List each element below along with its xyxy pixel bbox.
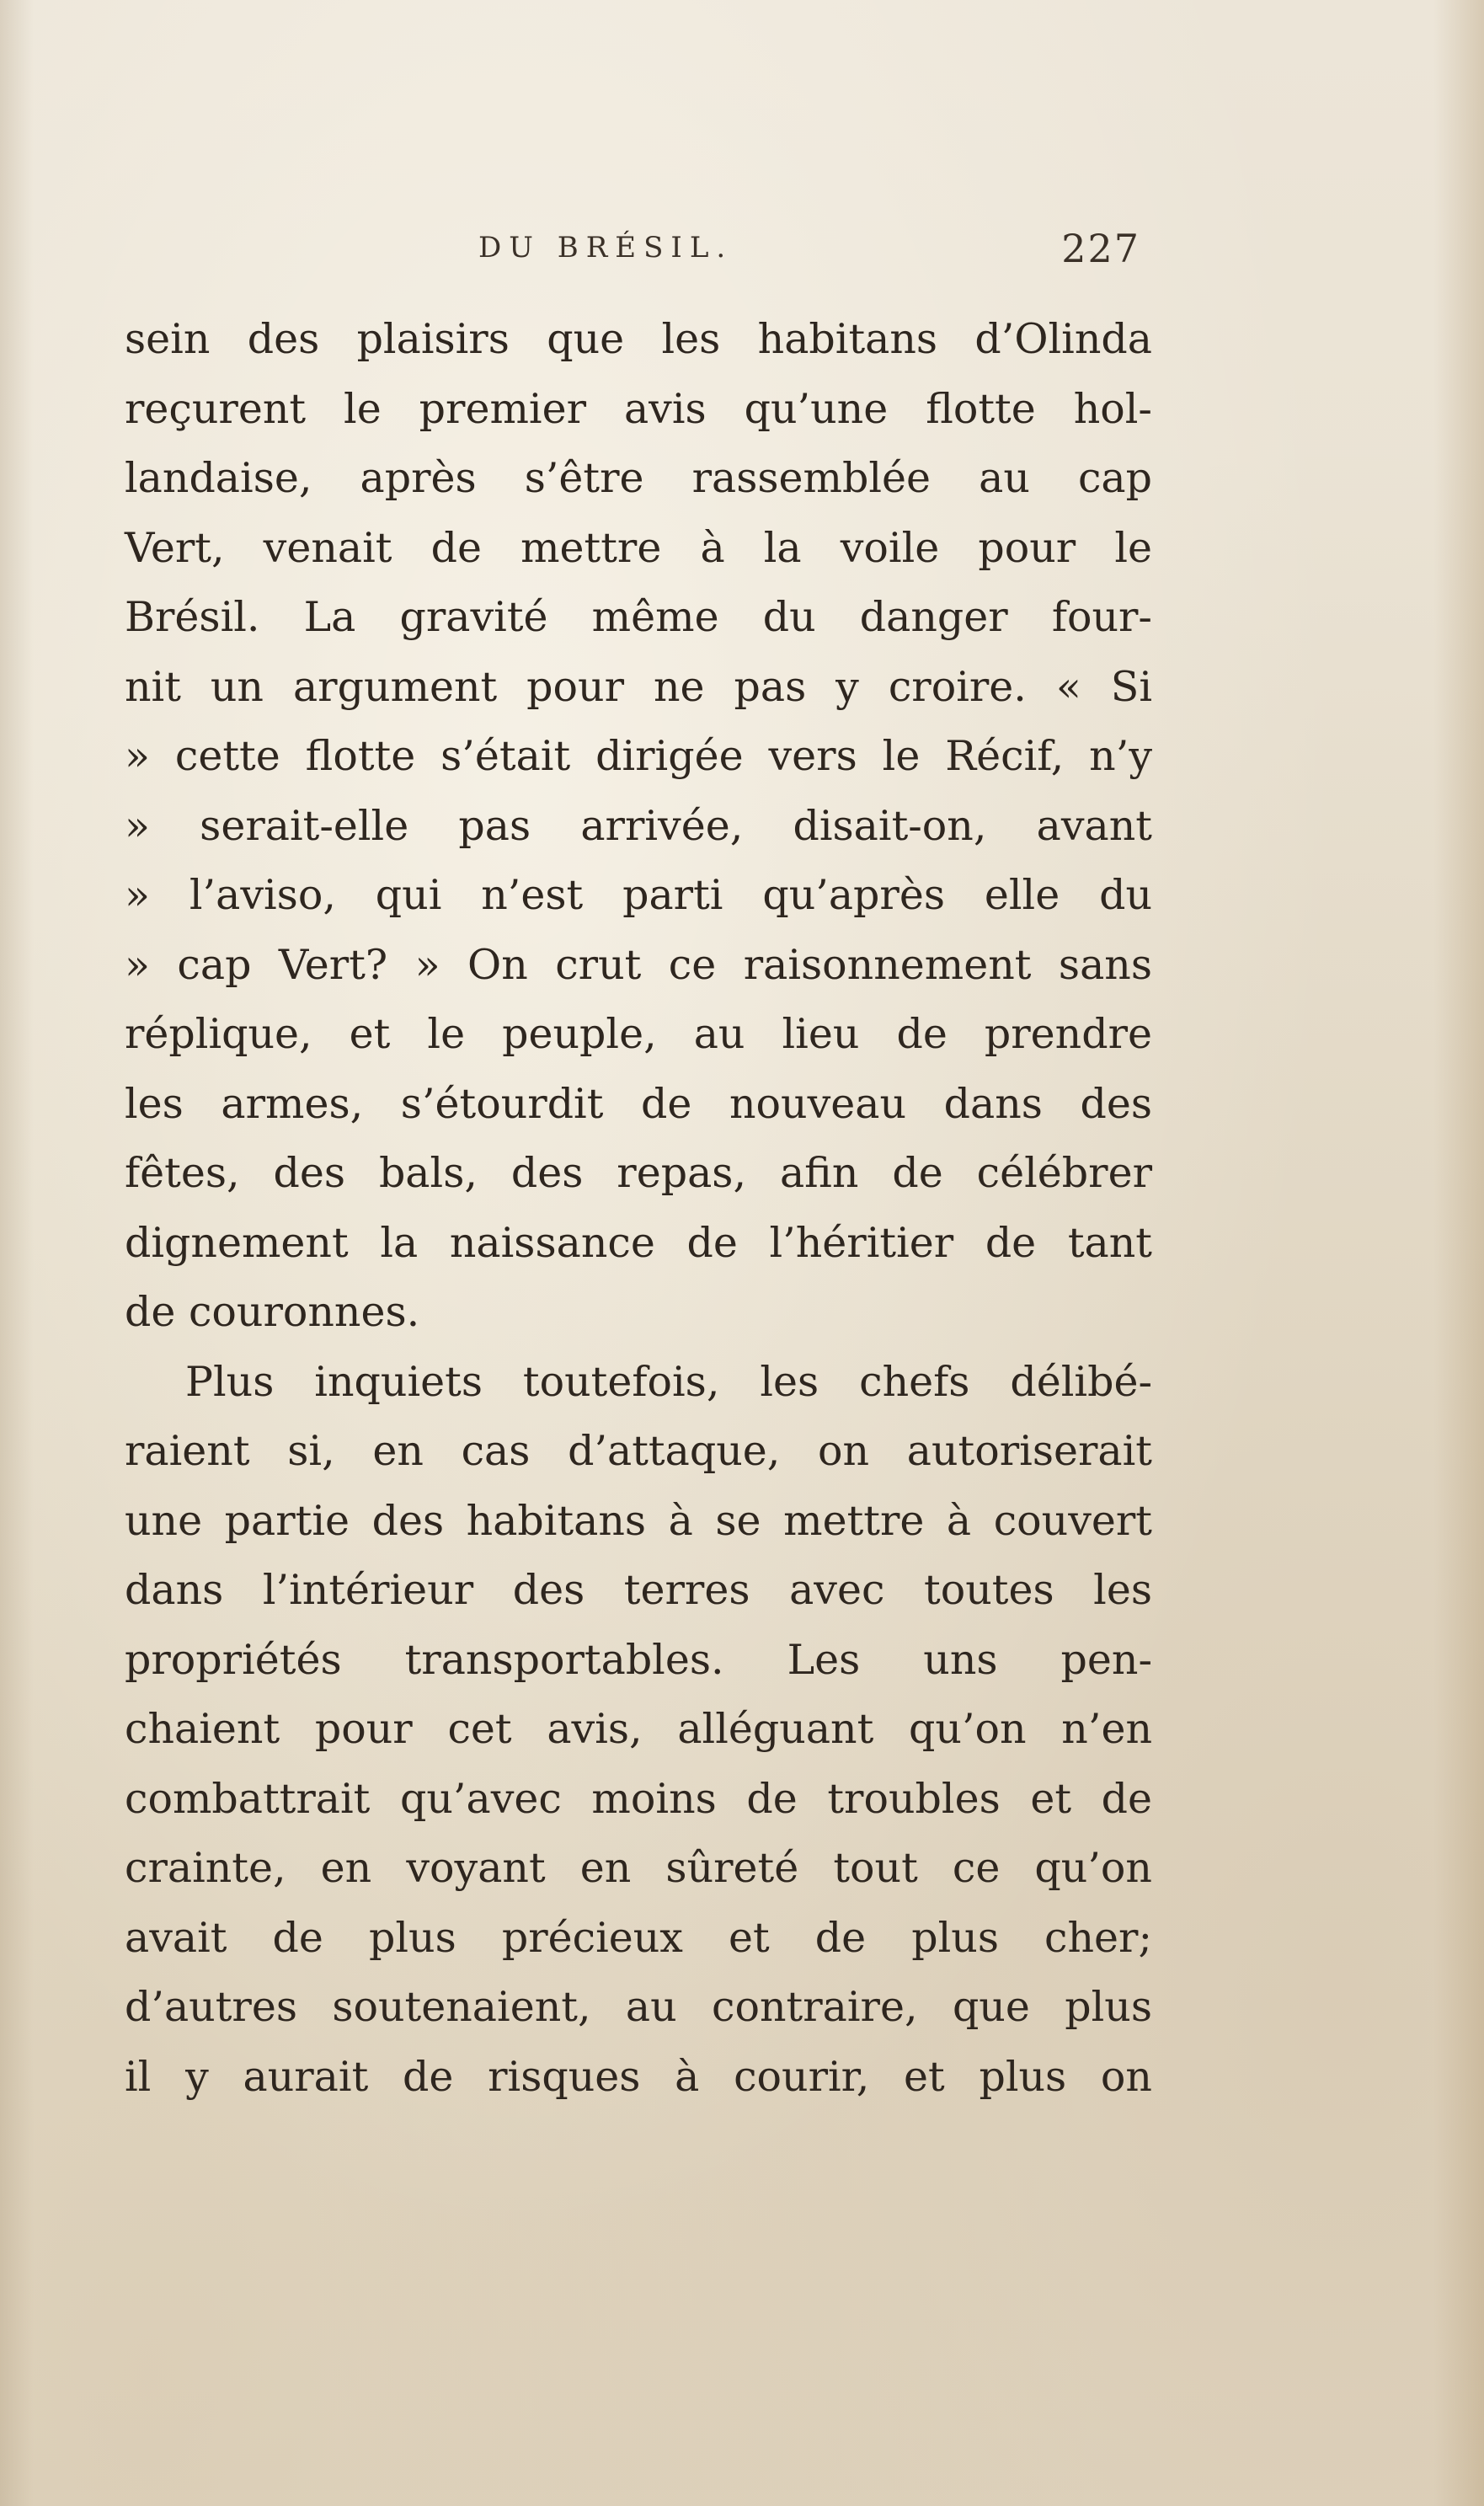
binding-shadow: [0, 0, 34, 2506]
text-line: » l’aviso, qui n’est parti qu’après elle du: [125, 871, 1152, 919]
text-line: Brésil. La gravité même du danger four-: [125, 593, 1152, 641]
text-line: crainte, en voyant en sûreté tout ce qu’on: [125, 1844, 1152, 1892]
text-line: avait de plus précieux et de plus cher;: [125, 1913, 1152, 1962]
text-line: propriétés transportables. Les uns pen-: [125, 1635, 1152, 1684]
text-line: d’autres soutenaient, au contraire, que plus: [125, 1983, 1152, 2031]
text-line: les armes, s’étourdit de nouveau dans des: [125, 1079, 1152, 1128]
paragraph-end-line: de couronnes.: [125, 1288, 420, 1336]
text-line: reçurent le premier avis qu’une flotte hol-: [125, 384, 1152, 433]
text-line: il y aurait de risques à courir, et plus on: [125, 2052, 1152, 2101]
running-title: DU BRÉSIL.: [478, 231, 734, 264]
page-edge-shading: [1433, 0, 1484, 2506]
text-line: dans l’intérieur des terres avec toutes les: [125, 1566, 1152, 1614]
text-line: chaient pour cet avis, alléguant qu’on n’en: [125, 1705, 1152, 1753]
text-line: sein des plaisirs que les habitans d’Olinda: [125, 315, 1152, 363]
text-line: réplique, et le peuple, au lieu de prendre: [125, 1010, 1152, 1058]
paragraph-start-line: Plus inquiets toutefois, les chefs délibé-: [185, 1357, 1152, 1406]
body-text: [125, 305, 1152, 2112]
text-line: nit un argument pour ne pas y croire. « Si: [125, 662, 1152, 711]
text-line: » cap Vert? » On crut ce raisonnement sans: [125, 940, 1152, 989]
text-line: une partie des habitans à se mettre à couvert: [125, 1496, 1152, 1545]
text-line: fêtes, des bals, des repas, afin de célébrer: [125, 1149, 1152, 1197]
text-line: » cette flotte s’était dirigée vers le Récif, n’y: [125, 732, 1152, 780]
text-line: dignement la naissance de l’héritier de tant: [125, 1218, 1152, 1267]
page-number: 227: [1061, 226, 1140, 271]
page-header: [125, 226, 1152, 285]
text-line: Vert, venait de mettre à la voile pour le: [125, 523, 1152, 572]
text-line: » serait-elle pas arrivée, disait-on, avant: [125, 801, 1152, 850]
text-line: combattrait qu’avec moins de troubles et de: [125, 1774, 1152, 1823]
text-line: landaise, après s’être rassemblée au cap: [125, 454, 1152, 502]
text-line: raient si, en cas d’attaque, on autoriserait: [125, 1427, 1152, 1475]
